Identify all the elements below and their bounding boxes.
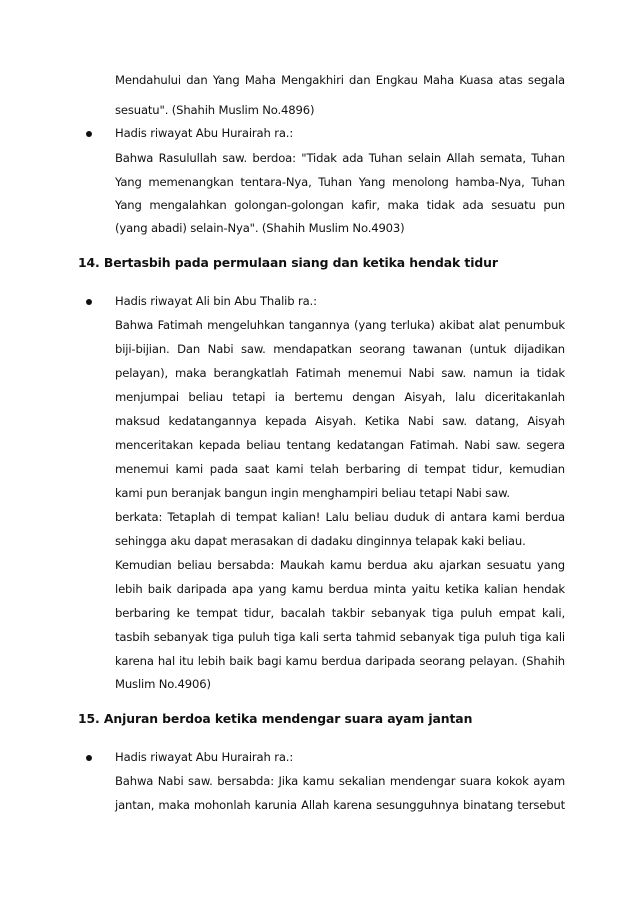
paragraph-line: sehingga aku dapat merasakan di dadaku dinginnya telapak kaki beliau. xyxy=(115,534,526,548)
paragraph-line: tasbih sebanyak tiga puluh tiga kali serta tahmid sebanyak tiga puluh tiga kali xyxy=(115,630,565,644)
paragraph-line: karena hal itu lebih baik bagi kamu berdua daripada seorang pelayan. (Shahih xyxy=(115,654,565,668)
section-heading: 14. Bertasbih pada permulaan siang dan ketika hendak tidur xyxy=(78,255,498,270)
paragraph-line: berkata: Tetaplah di tempat kalian! Lalu beliau duduk di antara kami berdua xyxy=(115,510,565,524)
paragraph-line: maksud kedatangannya kepada Aisyah. Ketika Nabi saw. datang, Aisyah xyxy=(115,414,565,428)
paragraph-line: jantan, maka mohonlah karunia Allah karena sesungguhnya binatang tersebut xyxy=(115,798,565,812)
paragraph-line: pelayan), maka berangkatlah Fatimah menemui Nabi saw. namun ia tidak xyxy=(115,366,565,380)
section-heading: 15. Anjuran berdoa ketika mendengar suara ayam jantan xyxy=(78,711,473,726)
paragraph-line: lebih baik daripada apa yang kamu berdua minta yaitu ketika kalian hendak xyxy=(115,582,565,596)
paragraph-line: menjumpai beliau tetapi ia bertemu dengan Aisyah, lalu diceritakanlah xyxy=(115,390,565,404)
list-item-title: Hadis riwayat Abu Hurairah ra.: xyxy=(115,750,294,764)
paragraph-line: biji-bijian. Dan Nabi saw. mendapatkan seorang tawanan (untuk dijadikan xyxy=(115,342,565,356)
paragraph-line: sesuatu". (Shahih Muslim No.4896) xyxy=(115,103,315,117)
paragraph-line: Muslim No.4906) xyxy=(115,677,211,691)
list-item-title: Hadis riwayat Abu Hurairah ra.: xyxy=(115,126,294,140)
paragraph-line: Kemudian beliau bersabda: Maukah kamu berdua aku ajarkan sesuatu yang xyxy=(115,558,565,572)
paragraph-line: Bahwa Rasulullah saw. berdoa: "Tidak ada Tuhan selain Allah semata, Tuhan xyxy=(115,151,565,165)
paragraph-line: kami pun beranjak bangun ingin menghampiri beliau tetapi Nabi saw. xyxy=(115,486,510,500)
paragraph-line: Yang memenangkan tentara-Nya, Tuhan Yang menolong hamba-Nya, Tuhan xyxy=(115,175,565,189)
bullet-icon xyxy=(86,131,92,137)
paragraph-line: berbaring ke tempat tidur, bacalah takbir sebanyak tiga puluh empat kali, xyxy=(115,606,565,620)
paragraph-line: menemui kami pada saat kami telah berbaring di tempat tidur, kemudian xyxy=(115,462,565,476)
paragraph-line: Yang mengalahkan golongan-golongan kafir, maka tidak ada sesuatu pun xyxy=(115,198,565,212)
paragraph-line: Bahwa Nabi saw. bersabda: Jika kamu sekalian mendengar suara kokok ayam xyxy=(115,774,565,788)
paragraph-line: Mendahului dan Yang Maha Mengakhiri dan Engkau Maha Kuasa atas segala xyxy=(115,73,565,87)
bullet-icon xyxy=(86,755,92,761)
paragraph-line: menceritakan kepada beliau tentang kedatangan Fatimah. Nabi saw. segera xyxy=(115,438,565,452)
paragraph-line: Bahwa Fatimah mengeluhkan tangannya (yang terluka) akibat alat penumbuk xyxy=(115,318,565,332)
list-item-title: Hadis riwayat Ali bin Abu Thalib ra.: xyxy=(115,294,317,308)
bullet-icon xyxy=(86,299,92,305)
paragraph-line: (yang abadi) selain-Nya". (Shahih Muslim No.4903) xyxy=(115,221,405,235)
